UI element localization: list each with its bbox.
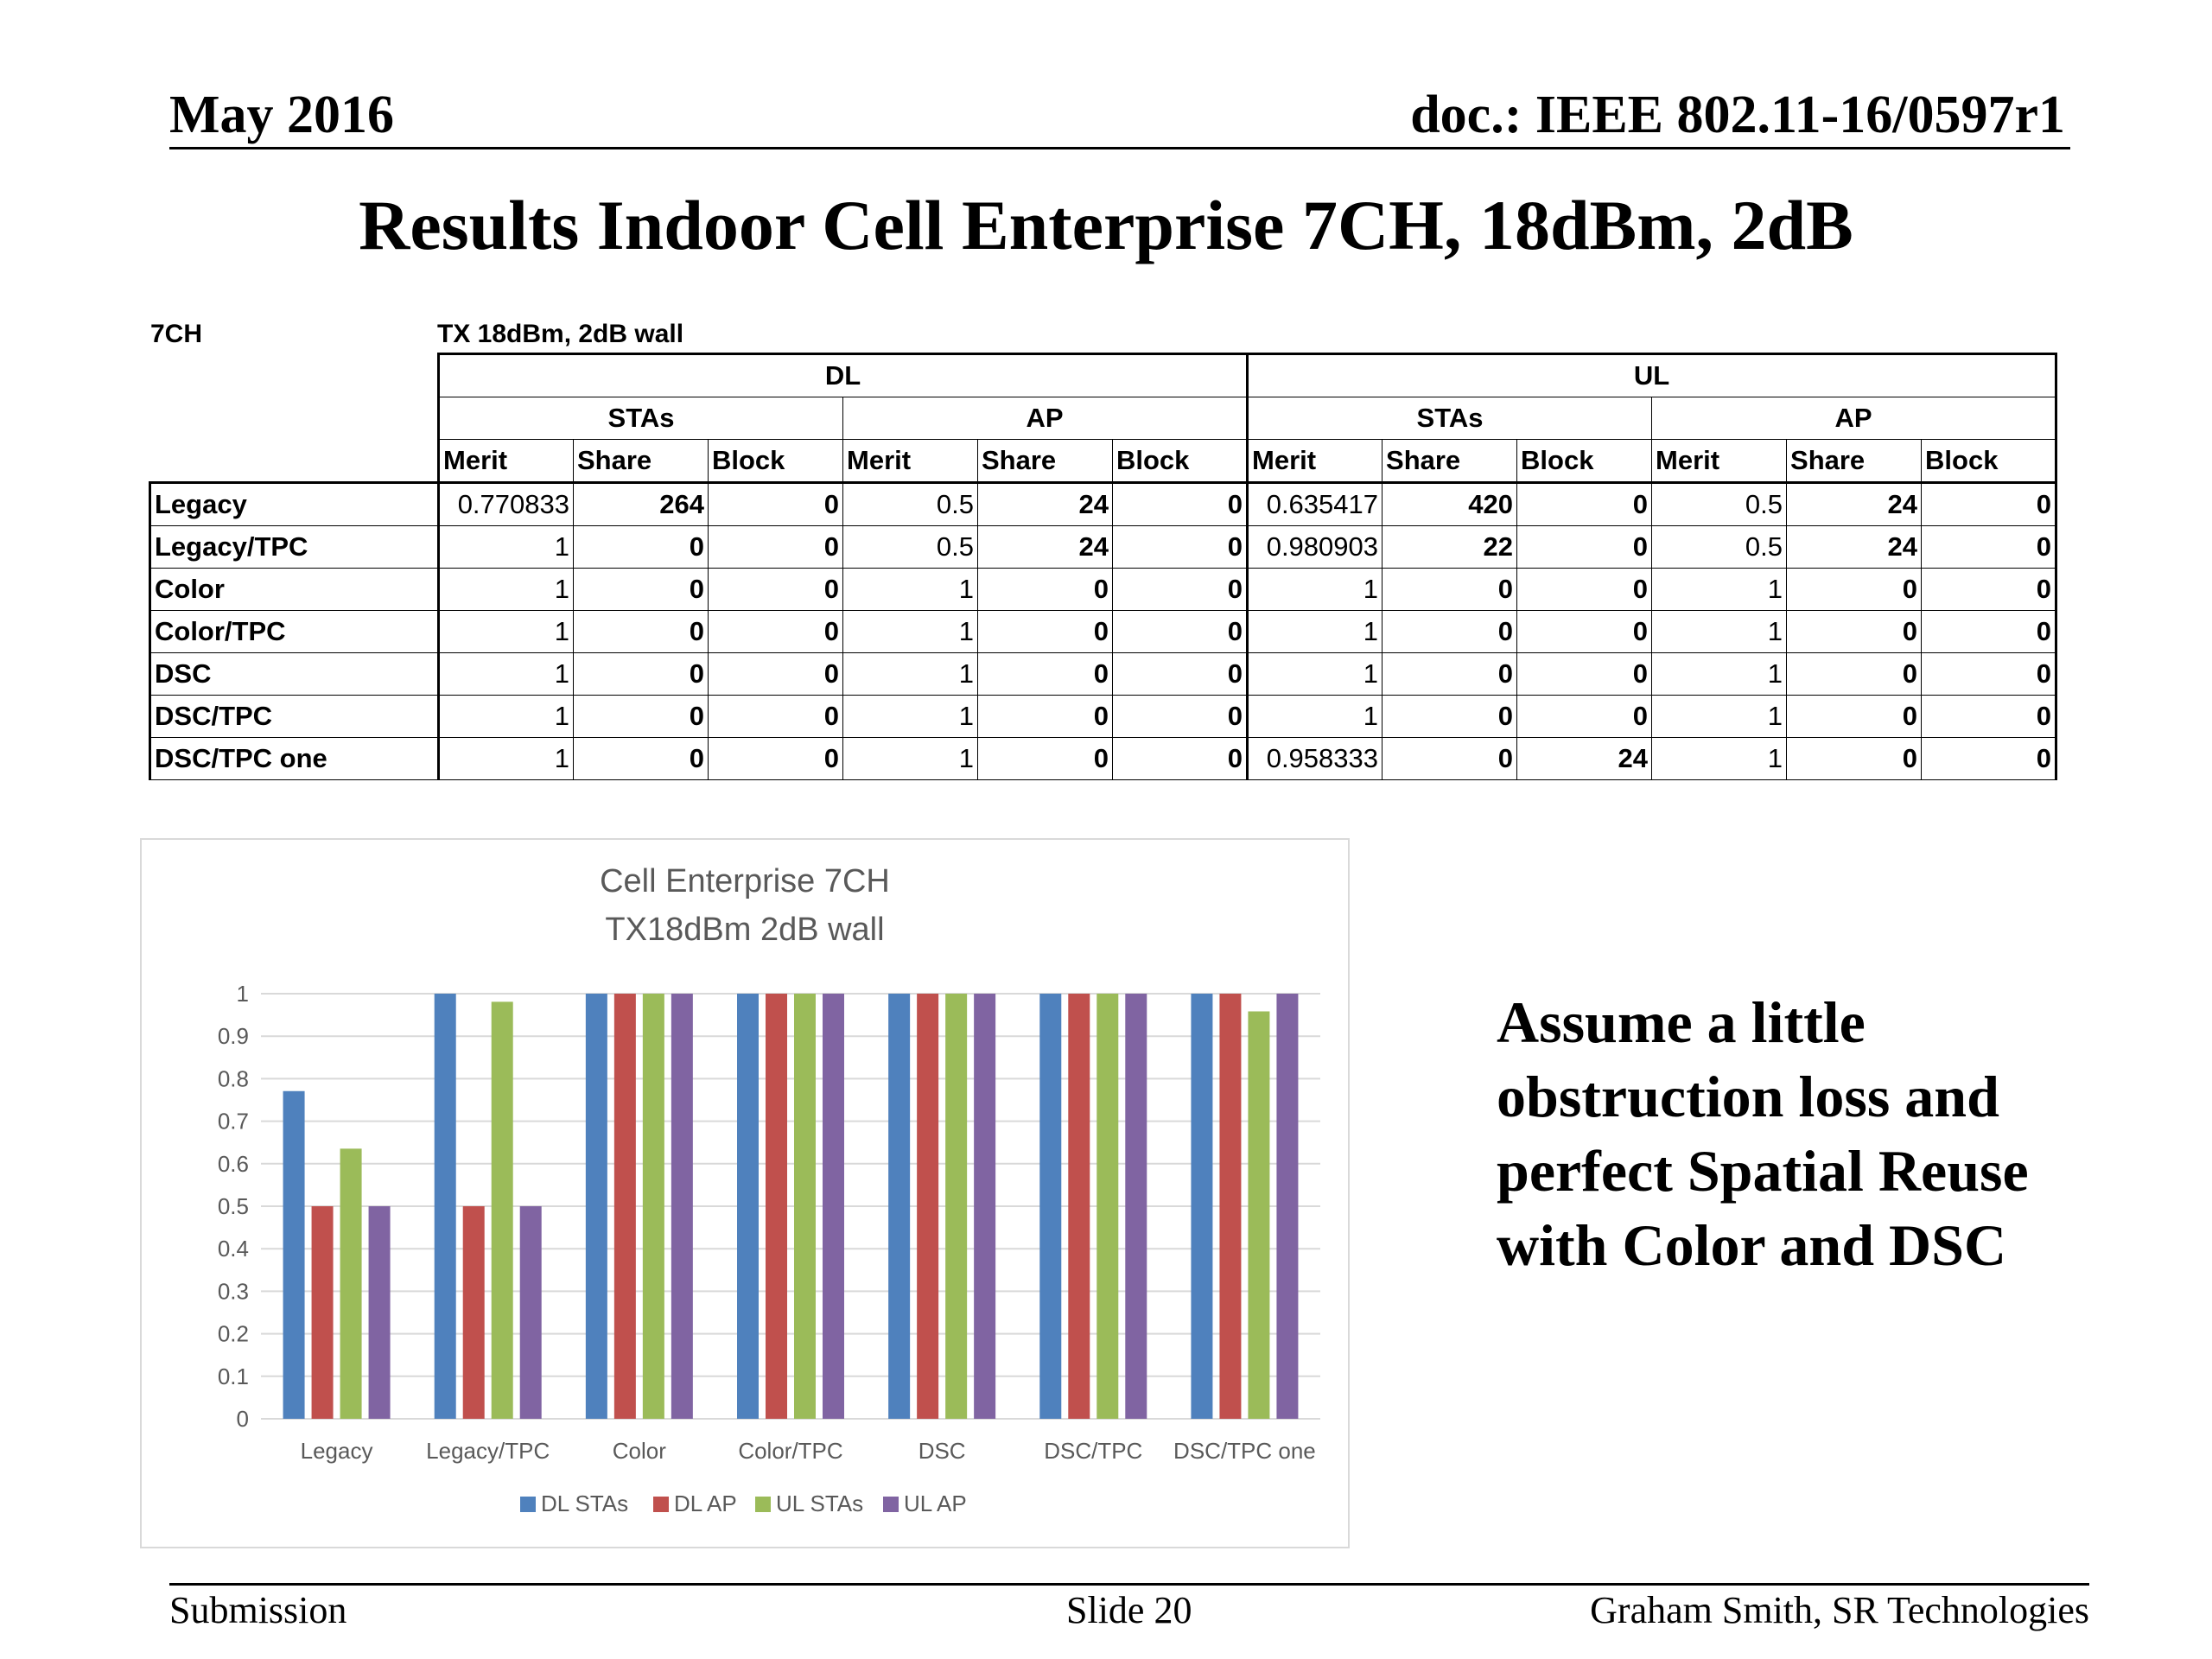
table-cell: 1 (1248, 653, 1382, 696)
table-cell: 0.5 (1652, 483, 1787, 526)
y-tick-label: 0.5 (217, 1193, 249, 1219)
table-cell: 0 (978, 696, 1113, 738)
table-body (150, 483, 2056, 780)
x-tick-label: Color/TPC (738, 1438, 843, 1464)
table-cell: 1 (1652, 611, 1787, 653)
y-tick-label: 0.7 (217, 1108, 249, 1135)
header-rule (169, 147, 2070, 149)
table-cell: 24 (978, 526, 1113, 569)
note-line: obstruction loss and (1497, 1064, 1999, 1129)
y-tick-label: 0.8 (217, 1065, 249, 1092)
table-cell: 0 (1517, 483, 1652, 526)
bar-ul-stas (1248, 1012, 1269, 1419)
row-label: DSC (150, 653, 439, 696)
table-cell: 0 (978, 653, 1113, 696)
table-cell: 1 (1248, 611, 1382, 653)
table-cell: 1 (1652, 569, 1787, 611)
header-date: May 2016 (169, 86, 395, 144)
legend-swatch (520, 1497, 536, 1512)
bar-dl-stas (283, 1091, 305, 1419)
group-header-dl: DL (439, 354, 1248, 397)
bar-chart (142, 840, 1348, 1547)
table-cell: 1 (843, 738, 978, 780)
y-tick-label: 1 (236, 981, 249, 1007)
x-tick-label: DSC/TPC one (1173, 1438, 1316, 1464)
header-doc-id: doc.: IEEE 802.11-16/0597r1 (1410, 86, 2065, 144)
table-cell: 1 (439, 653, 574, 696)
table-cell: 0 (1787, 738, 1922, 780)
table-cell: 0 (1382, 653, 1517, 696)
bar-ul-ap (671, 994, 693, 1419)
x-tick-label: Legacy/TPC (426, 1438, 550, 1464)
table-cell: 0 (1113, 653, 1248, 696)
table-row (150, 569, 2056, 611)
col-header: Merit (1248, 440, 1382, 483)
y-tick-label: 0.3 (217, 1278, 249, 1305)
bar-ul-ap (520, 1206, 542, 1419)
table-cell: 420 (1382, 483, 1517, 526)
col-header: Merit (843, 440, 978, 483)
legend-swatch (653, 1497, 669, 1512)
table-row (150, 483, 2056, 526)
col-header: Share (574, 440, 709, 483)
x-tick-label: Color (612, 1438, 666, 1464)
row-label: Legacy/TPC (150, 526, 439, 569)
footer-submission: Submission (169, 1589, 347, 1631)
table-cell: 0 (574, 696, 709, 738)
table-cell: 0 (1922, 738, 2056, 780)
table-cell: 0 (1113, 738, 1248, 780)
subgroup-ul-stas: STAs (1248, 397, 1652, 440)
table-cell: 0 (709, 611, 843, 653)
table-cell: 1 (439, 611, 574, 653)
note-text (1497, 985, 2119, 1282)
row-label: DSC/TPC (150, 696, 439, 738)
table-cell: 1 (843, 611, 978, 653)
col-header: Block (1922, 440, 2056, 483)
table-cell: 264 (574, 483, 709, 526)
table-cell: 0.635417 (1248, 483, 1382, 526)
bar-dl-stas (1191, 994, 1212, 1419)
table-cell: 0 (1113, 483, 1248, 526)
table-cell: 1 (843, 569, 978, 611)
footer-author: Graham Smith, SR Technologies (1590, 1589, 2089, 1631)
table-row (150, 611, 2056, 653)
bar-ul-stas (643, 994, 664, 1419)
table-cell: 0 (709, 738, 843, 780)
table-cell: 24 (1517, 738, 1652, 780)
chart-container (140, 838, 1350, 1548)
bar-dl-stas (586, 994, 607, 1419)
table-cell: 0 (1922, 653, 2056, 696)
table-subgroup-row (150, 397, 2056, 440)
table-cell: 0 (1382, 611, 1517, 653)
bar-dl-stas (435, 994, 456, 1419)
table-cell: 0 (1382, 696, 1517, 738)
table-cell: 0.958333 (1248, 738, 1382, 780)
bar-dl-stas (888, 994, 910, 1419)
bar-dl-ap (614, 994, 636, 1419)
table-empty-cell (150, 440, 439, 483)
table-cell: 0 (1787, 653, 1922, 696)
table-cell: 0 (709, 526, 843, 569)
results-table (149, 353, 2057, 780)
table-cell: 0 (1517, 526, 1652, 569)
table-cell: 0 (1922, 569, 2056, 611)
table-cell: 0 (709, 653, 843, 696)
table-cell: 1 (843, 696, 978, 738)
x-tick-label: Legacy (300, 1438, 373, 1464)
table-cell: 0 (1113, 526, 1248, 569)
col-header: Share (1787, 440, 1922, 483)
table-cell: 1 (1652, 696, 1787, 738)
table-cell: 0 (709, 569, 843, 611)
bar-dl-stas (737, 994, 759, 1419)
x-tick-label: DSC/TPC (1044, 1438, 1143, 1464)
table-cell: 1 (439, 569, 574, 611)
table-row (150, 653, 2056, 696)
table-cell: 0.770833 (439, 483, 574, 526)
note-line: Assume a little (1497, 989, 1866, 1055)
table-cell: 0 (574, 569, 709, 611)
bar-dl-ap (766, 994, 787, 1419)
bar-ul-stas (794, 994, 816, 1419)
table-cell: 1 (439, 526, 574, 569)
table-cell: 0.5 (1652, 526, 1787, 569)
table-cell: 24 (1787, 526, 1922, 569)
table-column-row (150, 440, 2056, 483)
row-label: Color/TPC (150, 611, 439, 653)
bar-ul-stas (945, 994, 967, 1419)
col-header: Share (1382, 440, 1517, 483)
col-header: Block (1517, 440, 1652, 483)
col-header: Block (709, 440, 843, 483)
bar-ul-ap (1125, 994, 1147, 1419)
row-label: Legacy (150, 483, 439, 526)
table-cell: 0 (1922, 611, 2056, 653)
legend-label: UL STAs (776, 1491, 864, 1516)
table-cell: 0 (1922, 483, 2056, 526)
chart-title-line: TX18dBm 2dB wall (605, 912, 885, 948)
table-cell: 0 (978, 738, 1113, 780)
row-label: DSC/TPC one (150, 738, 439, 780)
bar-ul-ap (1276, 994, 1298, 1419)
table-cell: 1 (1248, 569, 1382, 611)
subgroup-ul-ap: AP (1652, 397, 2056, 440)
note-line: perfect Spatial Reuse (1497, 1138, 2029, 1204)
bar-ul-stas (1096, 994, 1118, 1419)
legend-swatch (755, 1497, 771, 1512)
table-cell: 0 (1922, 696, 2056, 738)
table-cell: 0 (574, 653, 709, 696)
legend-swatch (883, 1497, 899, 1512)
table-cell: 1 (439, 696, 574, 738)
subgroup-dl-stas: STAs (439, 397, 843, 440)
table-cell: 0.5 (843, 483, 978, 526)
col-header: Merit (439, 440, 574, 483)
y-tick-label: 0 (236, 1406, 249, 1432)
slide-title: Results Indoor Cell Enterprise 7CH, 18dBm, 2dB (359, 186, 1853, 264)
table-cell: 0.5 (843, 526, 978, 569)
bar-dl-ap (1219, 994, 1241, 1419)
bar-dl-ap (1068, 994, 1090, 1419)
col-header: Merit (1652, 440, 1787, 483)
y-tick-label: 0.9 (217, 1023, 249, 1050)
table-corner-label: 7CH (150, 320, 203, 348)
y-tick-label: 0.1 (217, 1363, 249, 1389)
table-cell: 0 (574, 738, 709, 780)
table-cell: 0 (1787, 696, 1922, 738)
x-tick-label: DSC (918, 1438, 966, 1464)
y-tick-label: 0.6 (217, 1150, 249, 1177)
table-cell: 0 (1787, 569, 1922, 611)
table-cell: 22 (1382, 526, 1517, 569)
bar-dl-stas (1039, 994, 1061, 1419)
row-label: Color (150, 569, 439, 611)
table-group-row (150, 354, 2056, 397)
table-cell: 0 (574, 611, 709, 653)
group-header-ul: UL (1248, 354, 2056, 397)
table-cell: 1 (843, 653, 978, 696)
table-empty-cell (150, 354, 439, 397)
table-cell: 0 (1787, 611, 1922, 653)
table-cell: 0 (709, 483, 843, 526)
table-tx-label: TX 18dBm, 2dB wall (437, 320, 684, 348)
note-line: with Color and DSC (1497, 1212, 2007, 1278)
bar-dl-ap (463, 1206, 485, 1419)
table-empty-cell (150, 397, 439, 440)
table-cell: 0 (1517, 653, 1652, 696)
table-cell: 1 (1652, 738, 1787, 780)
table-cell: 0 (1382, 738, 1517, 780)
table-cell: 0 (1113, 696, 1248, 738)
bar-ul-ap (369, 1206, 391, 1419)
table-cell: 0 (574, 526, 709, 569)
table-cell: 0 (1113, 611, 1248, 653)
bar-ul-stas (340, 1148, 362, 1419)
bar-dl-ap (917, 994, 938, 1419)
table-cell: 0 (1922, 526, 2056, 569)
table-cell: 0 (1517, 569, 1652, 611)
table-cell: 0 (709, 696, 843, 738)
table-cell: 0 (978, 569, 1113, 611)
y-tick-label: 0.2 (217, 1320, 249, 1347)
table-cell: 24 (1787, 483, 1922, 526)
table-cell: 0 (1517, 696, 1652, 738)
table-cell: 0.980903 (1248, 526, 1382, 569)
table-row (150, 526, 2056, 569)
footer-slide-number: Slide 20 (1066, 1589, 1192, 1631)
bar-dl-ap (312, 1206, 334, 1419)
table-row (150, 696, 2056, 738)
table-cell: 24 (978, 483, 1113, 526)
chart-title-line: Cell Enterprise 7CH (600, 863, 890, 899)
bar-ul-stas (492, 1001, 513, 1419)
subgroup-dl-ap: AP (843, 397, 1248, 440)
bar-ul-ap (823, 994, 844, 1419)
col-header: Block (1113, 440, 1248, 483)
legend-label: DL STAs (541, 1491, 629, 1516)
col-header: Share (978, 440, 1113, 483)
legend-label: DL AP (674, 1491, 737, 1516)
table-row (150, 738, 2056, 780)
table-cell: 1 (1248, 696, 1382, 738)
table-cell: 0 (1382, 569, 1517, 611)
table-cell: 1 (439, 738, 574, 780)
y-tick-label: 0.4 (217, 1236, 249, 1262)
table-cell: 1 (1652, 653, 1787, 696)
bar-ul-ap (974, 994, 995, 1419)
legend-label: UL AP (904, 1491, 967, 1516)
footer-rule (169, 1583, 2089, 1586)
table-cell: 0 (1517, 611, 1652, 653)
table-cell: 0 (1113, 569, 1248, 611)
table-cell: 0 (978, 611, 1113, 653)
